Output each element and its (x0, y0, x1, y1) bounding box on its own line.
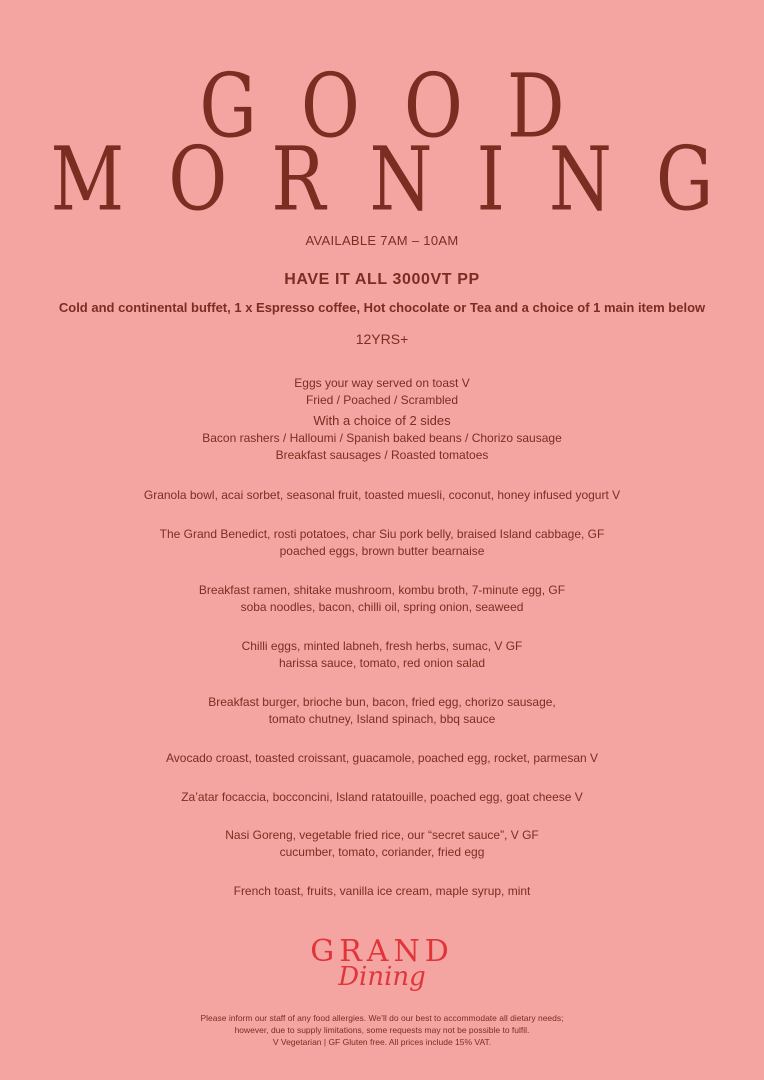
menu-item-line: harissa sauce, tomato, red onion salad (278, 656, 486, 670)
sides-line-2: Breakfast sausages / Roasted tomatoes (275, 448, 489, 462)
menu-item-line: The Grand Benedict, rosti potatoes, char Siu pork belly, braised Island cabbage, GF (159, 527, 605, 541)
sides-line-1: Bacon rashers / Halloumi / Spanish baked beans / Chorizo sausage (202, 431, 562, 445)
footer-line-2: however, due to supply limitations, some requests may not be possible to fulfil. (234, 1025, 530, 1035)
menu-item-line: Nasi Goreng, vegetable fried rice, our “secret sauce”, V GF (225, 828, 539, 842)
menu-item-burger (0, 694, 764, 728)
age-requirement: 12YRS+ (355, 331, 409, 347)
menu-item-ramen (0, 582, 764, 616)
menu-item-focaccia (0, 789, 764, 806)
menu-item-granola (0, 487, 764, 504)
menu-item-line: cucumber, tomato, coriander, fried egg (279, 845, 485, 859)
footer-disclaimer (0, 1012, 764, 1048)
title-good: GOOD (199, 54, 609, 158)
eggs-title: Eggs your way served on toast V (294, 376, 470, 390)
menu-item-line: Granola bowl, acai sorbet, seasonal fruit, toasted muesli, coconut, honey infused yogurt V (143, 488, 621, 502)
menu-item-line: Za’atar focaccia, bocconcini, Island ratatouille, poached egg, goat cheese V (181, 790, 583, 804)
menu-item-line: soba noodles, bacon, chilli oil, spring onion, seaweed (240, 600, 524, 614)
menu-item-nasi-goreng (0, 827, 764, 861)
footer-line-3: V Vegetarian | GF Gluten free. All prices include 15% VAT. (272, 1037, 492, 1047)
sides-heading: With a choice of 2 sides (313, 413, 451, 428)
menu-item-avocado (0, 750, 764, 767)
menu-item-french-toast (0, 883, 764, 900)
menu-item-line: Breakfast ramen, shitake mushroom, kombu broth, 7-minute egg, GF (198, 583, 566, 597)
menu-item-line: Chilli eggs, minted labneh, fresh herbs, sumac, V GF (241, 639, 523, 653)
eggs-menu-item (0, 375, 764, 464)
logo-grand: GRAND (310, 934, 454, 969)
logo-dining: Dining (338, 962, 426, 992)
menu-item-line: poached eggs, brown butter bearnaise (279, 544, 485, 558)
package-description: Cold and continental buffet, 1 x Espresso coffee, Hot chocolate or Tea and a choice of 1 main item below (58, 300, 706, 315)
footer-line-1: Please inform our staff of any food allergies. We’ll do our best to accommodate all dietary needs; (200, 1013, 564, 1023)
menu-item-line: Breakfast burger, brioche bun, bacon, fried egg, chorizo sausage, (208, 695, 556, 709)
menu-item-line: French toast, fruits, vanilla ice cream, maple syrup, mint (233, 884, 531, 898)
menu-item-benedict (0, 526, 764, 560)
title-morning: MORNING (50, 127, 758, 231)
menu-item-line: Avocado croast, toasted croissant, guacamole, poached egg, rocket, parmesan V (165, 751, 599, 765)
package-title: HAVE IT ALL 3000VT PP (284, 271, 480, 288)
eggs-styles: Fried / Poached / Scrambled (305, 393, 459, 407)
menu-item-chilli-eggs (0, 638, 764, 672)
availability-hours: AVAILABLE 7AM – 10AM (305, 233, 459, 248)
menu-item-line: tomato chutney, Island spinach, bbq sauce (268, 712, 496, 726)
